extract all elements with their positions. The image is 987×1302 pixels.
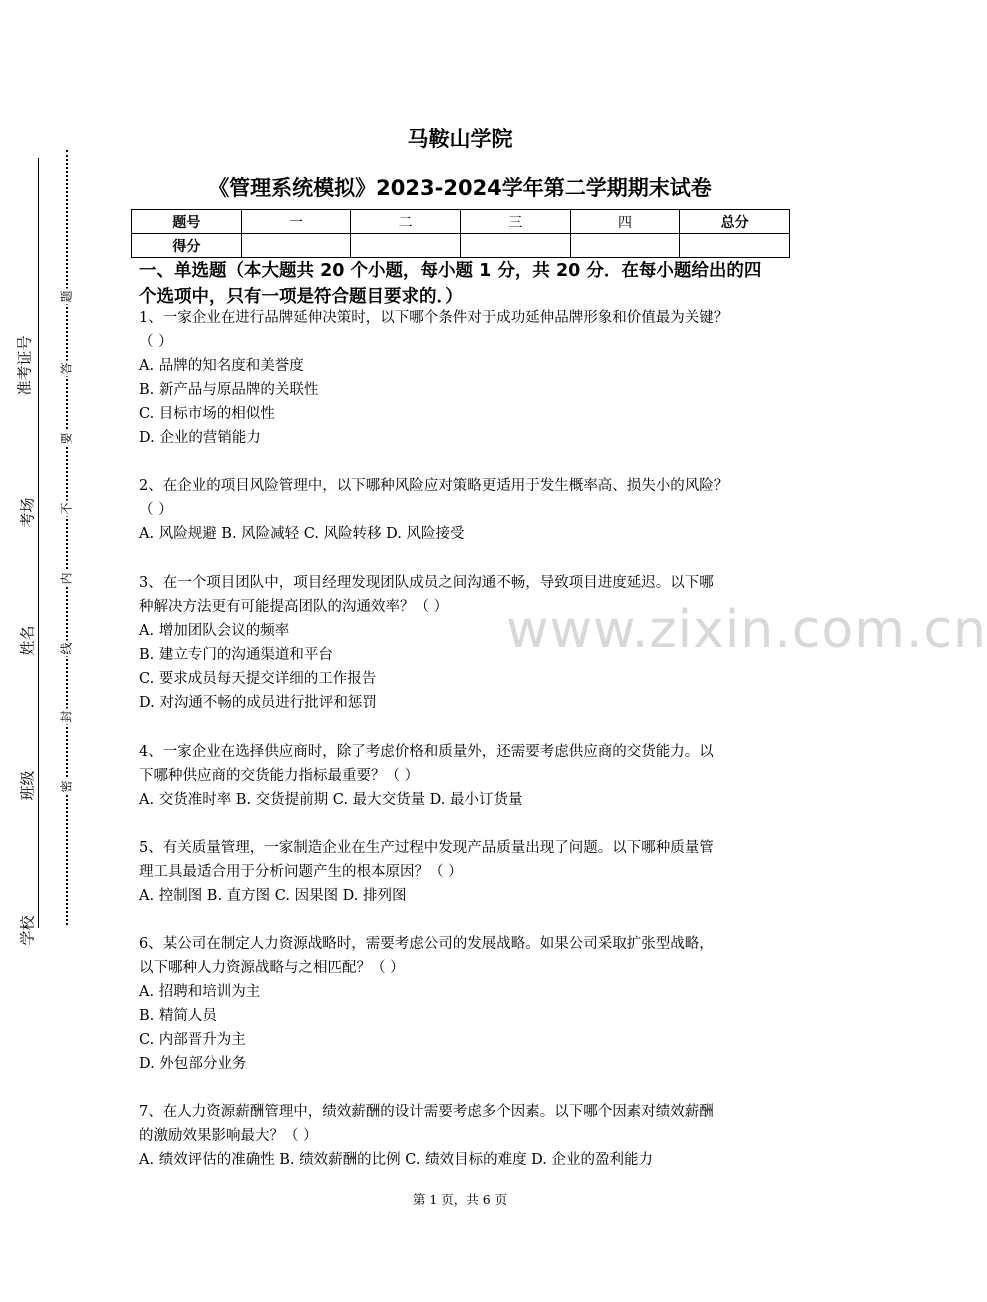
option: A. 风险规避 B. 风险减轻 C. 风险转移 D. 风险接受 [139,526,465,542]
question-text: 4、一家企业在选择供应商时，除了考虑价格和质量外，还需要考虑供应商的交货能力。以 [139,744,714,760]
margin-label-exam-id: 准考证号 [15,335,34,396]
seal-char: 封 [59,710,74,723]
section-heading-line: 个选项中，只有一项是符合题目要求的．） [139,287,463,307]
question-text: 的激励效果影响最大？（ ） [139,1128,318,1144]
score-input-cell [241,234,351,258]
option: D. 企业的营销能力 [139,430,261,446]
seal-dotted-line [66,150,68,925]
score-table-cell: 四 [570,210,680,234]
score-table-cell: 二 [351,210,461,234]
option: D. 对沟通不畅的成员进行批评和惩罚 [139,695,377,711]
score-table-cell: 得分 [132,234,242,258]
option: C. 内部晋升为主 [139,1032,246,1048]
question-1 [139,306,789,450]
score-table-score-row [132,234,790,258]
question-text: 下哪种供应商的交货能力指标最重要？（ ） [139,768,420,784]
margin-label-school: 学校 [18,915,37,946]
option: B. 建立专门的沟通渠道和平台 [139,647,333,663]
score-input-cell [680,234,790,258]
question-4 [139,740,789,812]
option: C. 要求成员每天提交详细的工作报告 [139,671,377,687]
score-table [131,209,790,258]
margin-line [38,158,39,928]
seal-char: 不 [59,502,74,515]
score-table-cell: 总分 [680,210,790,234]
question-3 [139,571,789,715]
score-table-cell: 三 [460,210,570,234]
option: A. 招聘和培训为主 [139,984,261,1000]
option: B. 精简人员 [139,1008,217,1024]
option: A. 增加团队会议的频率 [139,623,290,639]
score-input-cell [570,234,680,258]
score-table-header-row [132,210,790,234]
seal-char: 答 [59,362,74,375]
option: B. 新产品与原品牌的关联性 [139,382,319,398]
question-text: 以下哪种人力资源战略与之相匹配？（ ） [139,960,405,976]
score-table-cell: 一 [241,210,351,234]
question-text: （ ） [139,334,173,350]
score-input-cell [460,234,570,258]
question-2 [139,474,789,546]
question-text: 6、某公司在制定人力资源战略时，需要考虑公司的发展战略。如果公司采取扩张型战略， [139,936,714,952]
question-text: 2、在企业的项目风险管理中，以下哪种风险应对策略更适用于发生概率高、损失小的风险？ [139,478,729,494]
question-5 [139,836,789,908]
option: D. 外包部分业务 [139,1056,247,1072]
option: A. 品牌的知名度和美誉度 [139,358,304,374]
seal-char: 线 [59,642,74,655]
margin-label-class: 班级 [18,770,37,801]
option: C. 目标市场的相似性 [139,406,275,422]
question-7 [139,1100,789,1172]
question-text: 7、在人力资源薪酬管理中，绩效薪酬的设计需要考虑多个因素。以下哪个因素对绩效薪酬 [139,1104,714,1120]
page-number: 第 1 页，共 6 页 [412,1192,508,1207]
section-heading-line: 一、单选题（本大题共 20 个小题，每小题 1 分，共 20 分．在每小题给出的四 [139,261,762,281]
option: A. 交货准时率 B. 交货提前期 C. 最大交货量 D. 最小订货量 [139,792,523,808]
seal-char: 要 [59,432,74,445]
section-heading [139,258,789,310]
seal-char: 内 [59,572,74,585]
option: A. 绩效评估的准确性 B. 绩效薪酬的比例 C. 绩效目标的难度 D. 企业的盈利能力 [139,1152,654,1168]
question-6 [139,932,789,1076]
school-name: 马鞍山学院 [407,127,513,151]
margin-label-exam-room: 考场 [18,497,37,528]
seal-char: 题 [59,290,74,303]
question-text: 1、一家企业在进行品牌延伸决策时，以下哪个条件对于成功延伸品牌形象和价值最为关键？ [139,310,729,326]
watermark: www.zixin.com.cn [506,600,987,660]
seal-char: 密 [59,780,74,793]
option: A. 控制图 B. 直方图 C. 因果图 D. 排列图 [139,888,407,904]
question-text: （ ） [139,502,173,518]
margin-label-name: 姓名 [18,625,37,656]
question-text: 5、有关质量管理，一家制造企业在生产过程中发现产品质量出现了问题。以下哪种质量管 [139,840,714,856]
exam-title: 《管理系统模拟》2023-2024学年第二学期期末试卷 [208,176,712,200]
question-text: 种解决方法更有可能提高团队的沟通效率？（ ） [139,599,449,615]
score-table-cell: 题号 [132,210,242,234]
question-text: 3、在一个项目团队中，项目经理发现团队成员之间沟通不畅，导致项目进度延迟。以下哪 [139,575,714,591]
question-text: 理工具最适合用于分析问题产生的根本原因？（ ） [139,864,463,880]
score-input-cell [351,234,461,258]
